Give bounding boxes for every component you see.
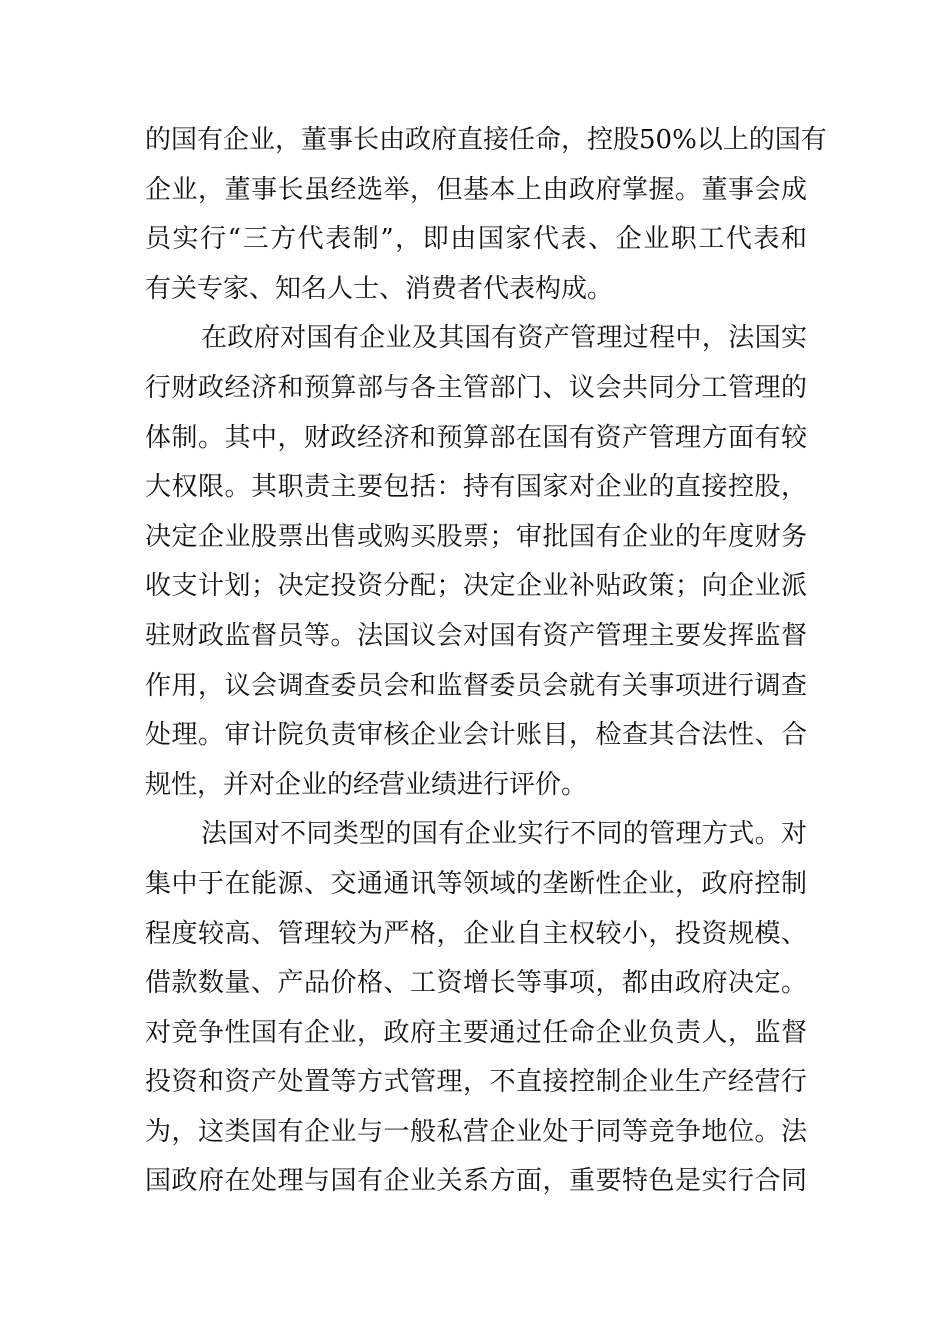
- paragraph-board-composition: [145, 116, 827, 314]
- text-line: 处理。审计院负责审核企业会计账目，检查其合法性、合: [145, 720, 807, 751]
- text-line: 借款数量、产品价格、工资增长等事项，都由政府决定。: [145, 968, 807, 999]
- text-line: 在政府对国有企业及其国有资产管理过程中，法国实: [201, 323, 807, 354]
- text-line: 员实行“三方代表制”，即由国家代表、企业职工代表和: [145, 224, 807, 255]
- text-line: 规性，并对企业的经营业绩进行评价。: [145, 769, 588, 800]
- text-line: 法国对不同类型的国有企业实行不同的管理方式。对: [201, 819, 807, 850]
- document-page: [145, 116, 827, 1207]
- paragraph-management-methods: [145, 810, 807, 1207]
- text-line: 集中于在能源、交通通讯等领域的垄断性企业，政府控制: [145, 868, 807, 899]
- text-line: 国政府在处理与国有企业关系方面，重要特色是实行合同: [145, 1166, 807, 1197]
- text-line: 行财政经济和预算部与各主管部门、议会共同分工管理的: [145, 372, 807, 403]
- text-line: 的国有企业，董事长由政府直接任命，控股50%以上的国有: [145, 125, 827, 155]
- text-line: 收支计划；决定投资分配；决定企业补贴政策；向企业派: [145, 571, 807, 602]
- text-line: 有关专家、知名人士、消费者代表构成。: [145, 273, 614, 304]
- text-line: 决定企业股票出售或购买股票；审批国有企业的年度财务: [145, 521, 807, 552]
- text-line: 作用，议会调查委员会和监督委员会就有关事项进行调查: [145, 670, 807, 701]
- text-line: 体制。其中，财政经济和预算部在国有资产管理方面有较: [145, 422, 807, 453]
- text-line: 为，这类国有企业与一般私营企业处于同等竞争地位。法: [145, 1116, 807, 1147]
- paragraph-management-system: [145, 314, 807, 810]
- text-line: 对竞争性国有企业，政府主要通过任命企业负责人，监督: [145, 1017, 807, 1048]
- text-line: 程度较高、管理较为严格，企业自主权较小，投资规模、: [145, 918, 807, 949]
- text-line: 驻财政监督员等。法国议会对国有资产管理主要发挥监督: [145, 620, 807, 651]
- text-line: 大权限。其职责主要包括：持有国家对企业的直接控股，: [145, 472, 807, 503]
- text-line: 投资和资产处置等方式管理，不直接控制企业生产经营行: [145, 1067, 807, 1098]
- text-line: 企业，董事长虽经选举，但基本上由政府掌握。董事会成: [145, 174, 807, 205]
